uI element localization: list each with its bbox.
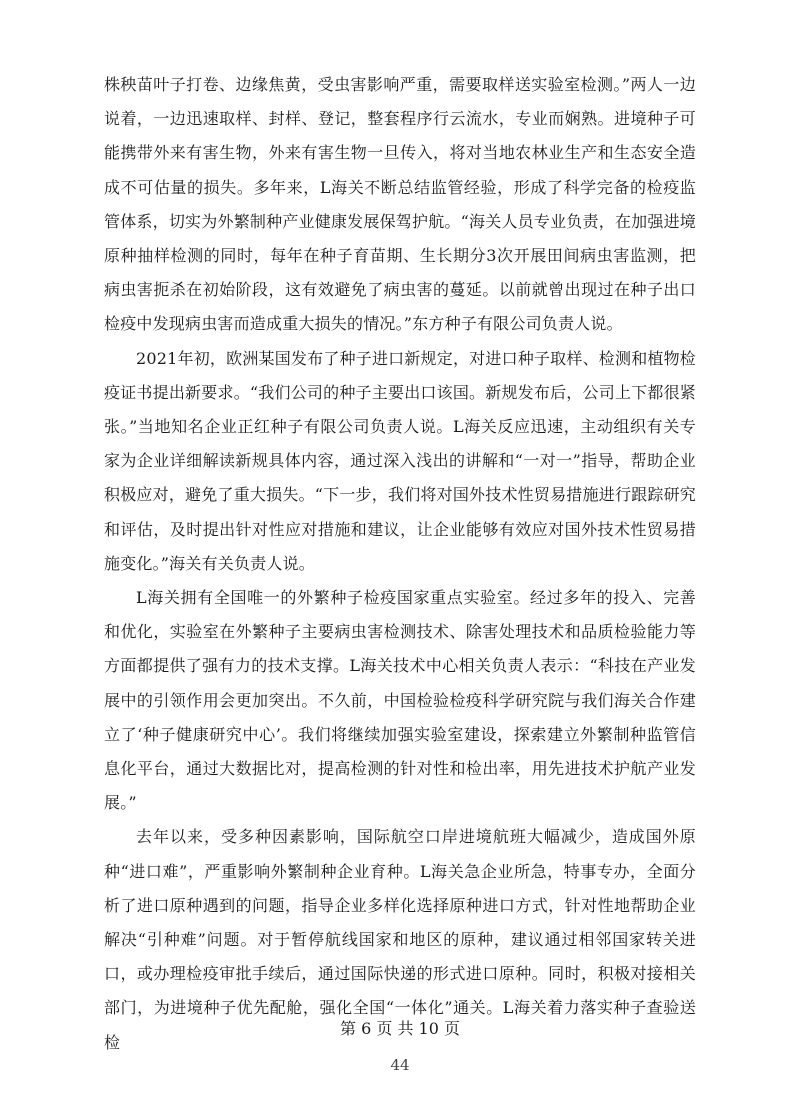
paragraph-4: 去年以来，受多种因素影响，国际航空口岸进境航班大幅减少，造成国外原种“进口难”，严重影响外繁制种企业育种。L海关急企业所急，特事专办，全面分析了进口原种遇到的问题，指导企业多样化选择原种进口方式，针对性地帮助企业解决“引种难”问题。对于暂停航线国家和地区的原种，建议通过相邻国家转关进口，或办理检疫审批手续后，通过国际快递的形式进口原种。同时，积极对接相关部门，为进境种子优先配舱，强化全国“一体化”通关。L海关着力落实种子查验送检 xyxy=(104,827,696,1052)
page-number: 44 xyxy=(390,1056,410,1074)
page-indicator: 第 6 页 共 10 页 xyxy=(340,1019,460,1038)
document-body xyxy=(104,68,696,1060)
paragraph-3: L海关拥有全国唯一的外繁种子检疫国家重点实验室。经过多年的投入、完善和优化，实验室在外繁种子主要病虫害检测技术、除害处理技术和品质检验能力等方面都提供了强有力的技术支撑。L海关技术中心相关负责人表示：“科技在产业发展中的引领作用会更加突出。不久前，中国检验检疫科学研究院与我们海关合作建立了‘种子健康研究中心’。我们将继续加强实验室建设，探索建立外繁制种监管信息化平台，通过大数据比对，提高检测的针对性和检出率，用先进技术护航产业发展。” xyxy=(104,588,696,813)
paragraph-2: 2021年初，欧洲某国发布了种子进口新规定，对进口种子取样、检测和植物检疫证书提出新要求。“我们公司的种子主要出口该国。新规发布后，公司上下都很紧张。”当地知名企业正红种子有限公司负责人说。L海关反应迅速，主动组织有关专家为企业详细解读新规具体内容，通过深入浅出的讲解和“一对一”指导，帮助企业积极应对，避免了重大损失。“下一步，我们将对国外技术性贸易措施进行跟踪研究和评估，及时提出针对性应对措施和建议，让企业能够有效应对国外技术性贸易措施变化。”海关有关负责人说。 xyxy=(104,348,696,573)
paragraph-1: 株秧苗叶子打卷、边缘焦黄，受虫害影响严重，需要取样送实验室检测。”两人一边说着，一边迅速取样、封样、登记，整套程序行云流水，专业而娴熟。进境种子可能携带外来有害生物，外来有害生物一旦传入，将对当地农林业生产和生态安全造成不可估量的损失。多年来，L海关不断总结监管经验，形成了科学完备的检疫监管体系，切实为外繁制种产业健康发展保驾护航。“海关人员专业负责，在加强进境原种抽样检测的同时，每年在种子育苗期、生长期分3次开展田间病虫害监测，把病虫害扼杀在初始阶段，这有效避免了病虫害的蔓延。以前就曾出现过在种子出口检疫中发现病虫害而造成重大损失的情况。”东方种子有限公司负责人说。 xyxy=(104,75,696,334)
